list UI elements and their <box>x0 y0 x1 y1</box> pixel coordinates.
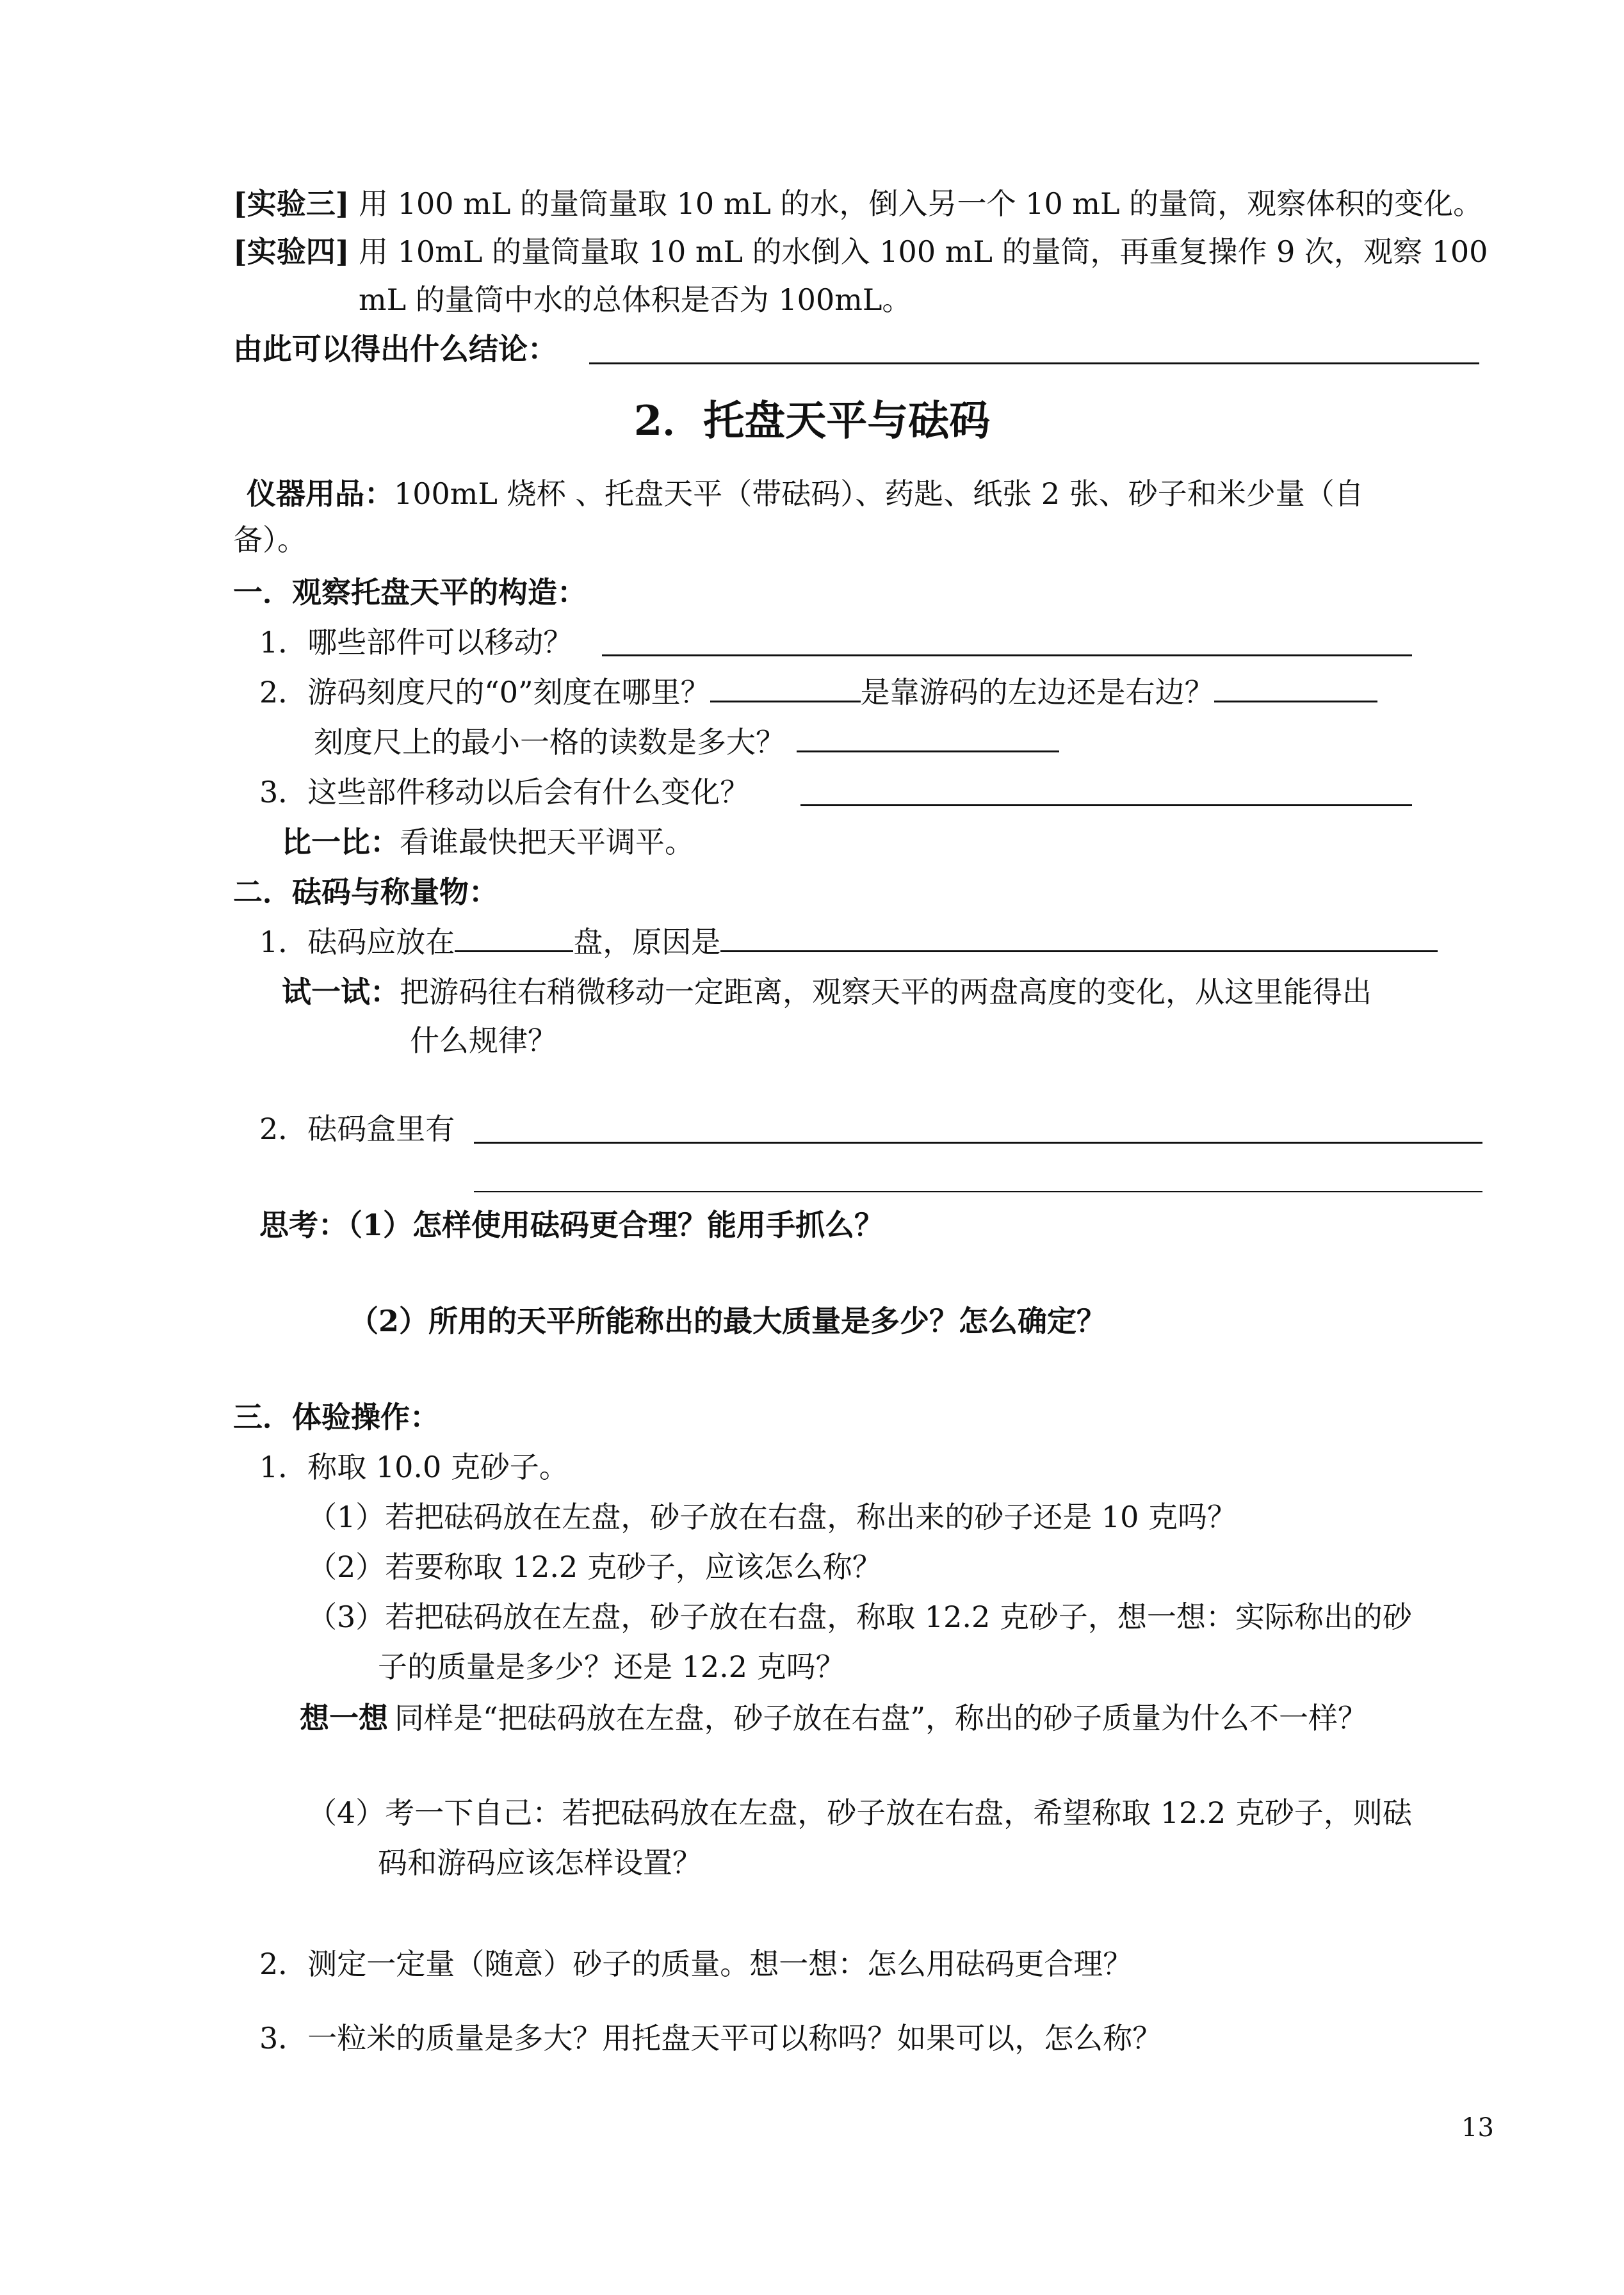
s2-q1-part-a: 1．砝码应放在 <box>259 925 455 959</box>
s1-question-2-continued <box>314 721 1059 763</box>
think-1: 思考：（1）怎样使用砝码更合理？能用手抓么？ <box>259 1208 884 1242</box>
s2-q2-answer-line-2[interactable] <box>474 1191 1482 1192</box>
s3-part-4-continued: 码和游码应该怎样设置？ <box>378 1845 702 1880</box>
equipment-label: 仪器用品： <box>247 476 394 511</box>
s1-q3-answer-line[interactable] <box>800 804 1412 806</box>
s1-question-3: 3．这些部件移动以后会有什么变化？ <box>259 775 750 809</box>
s1-q2-part-c: 刻度尺上的最小一格的读数是多大？ <box>314 725 785 759</box>
section-title: 2．托盘天平与砝码 <box>633 397 991 445</box>
s3-part-2: （2）若要称取 12.2 克砂子，应该怎么称？ <box>307 1550 882 1584</box>
s3-question-1: 1．称取 10.0 克砂子。 <box>259 1450 569 1484</box>
s1-question-1: 1．哪些部件可以移动？ <box>259 625 573 660</box>
conclusion-answer-line[interactable] <box>589 362 1479 364</box>
experiment-3-line <box>233 182 1482 225</box>
page-number: 13 <box>1461 2113 1494 2143</box>
s2-q1-blank-2[interactable] <box>720 922 1438 952</box>
try-continued: 什么规律？ <box>410 1023 557 1058</box>
experiment-3-text: 用 100 mL 的量筒量取 10 mL 的水，倒入另一个 10 mL 的量筒，观察体积的变化。 <box>359 186 1483 221</box>
section-2-heading: 二．砝码与称量物： <box>233 875 498 909</box>
s1-q2-blank-3[interactable] <box>797 722 1059 752</box>
compare-line <box>282 821 694 863</box>
s3-part-1: （1）若把砝码放在左盘，砂子放在右盘，称出来的砂子还是 10 克吗？ <box>307 1500 1237 1534</box>
equipment-continued: 备）。 <box>233 523 307 557</box>
section-1-heading: 一．观察托盘天平的构造： <box>233 575 587 610</box>
compare-text: 看谁最快把天平调平。 <box>400 825 694 859</box>
s1-q2-blank-1[interactable] <box>710 672 861 702</box>
s3-part-3: （3）若把砝码放在左盘，砂子放在右盘，称取 12.2 克砂子，想一想：实际称出的砂 <box>307 1600 1412 1634</box>
equipment-text: 100mL 烧杯 、托盘天平（带砝码）、药匙、纸张 2 张、砂子和米少量（自 <box>394 476 1364 511</box>
experiment-4-continued: mL 的量筒中水的总体积是否为 100mL。 <box>359 282 912 317</box>
think-text: 同样是“把砝码放在左盘，砂子放在右盘”，称出的砂子质量为什么不一样？ <box>394 1701 1368 1735</box>
s1-q2-part-b: 是靠游码的左边还是右边？ <box>860 675 1214 710</box>
s1-q2-blank-2[interactable] <box>1214 672 1377 702</box>
equipment-line <box>247 473 1364 515</box>
experiment-3-label: [实验三] <box>233 186 350 221</box>
s3-part-3-continued: 子的质量是多少？还是 12.2 克吗？ <box>378 1650 845 1684</box>
try-text: 把游码往右稍微移动一定距离，观察天平的两盘高度的变化，从这里能得出 <box>400 975 1372 1009</box>
s1-question-2 <box>259 671 1377 713</box>
think-label: 想一想 <box>300 1701 388 1735</box>
s3-question-3: 3．一粒米的质量是多大？用托盘天平可以称吗？如果可以，怎么称？ <box>259 2021 1162 2056</box>
compare-label: 比一比： <box>282 825 400 859</box>
s2-q1-part-b: 盘，原因是 <box>573 925 721 959</box>
conclusion-prompt: 由此可以得出什么结论： <box>233 332 557 366</box>
try-line <box>282 971 1372 1013</box>
experiment-4-line <box>233 231 1488 273</box>
think-2: （2）所用的天平所能称出的最大质量是多少？怎么确定？ <box>349 1304 1107 1338</box>
s2-q1-blank-1[interactable] <box>455 922 573 952</box>
s2-question-2: 2．砝码盒里有 <box>259 1112 455 1146</box>
s3-part-4: （4）考一下自己：若把砝码放在左盘，砂子放在右盘，希望称取 12.2 克砂子，则砝 <box>307 1796 1412 1830</box>
s3-question-2: 2．测定一定量（随意）砂子的质量。想一想：怎么用砝码更合理？ <box>259 1947 1133 1981</box>
s2-question-1 <box>259 921 1438 963</box>
think-line <box>300 1697 1367 1739</box>
s1-q2-part-a: 2．游码刻度尺的“0”刻度在哪里？ <box>259 675 710 710</box>
section-3-heading: 三．体验操作： <box>233 1400 439 1434</box>
s1-q1-answer-line[interactable] <box>602 654 1412 656</box>
try-label: 试一试： <box>282 975 400 1009</box>
experiment-4-label: [实验四] <box>233 234 350 269</box>
s2-q2-answer-line-1[interactable] <box>474 1142 1482 1144</box>
experiment-4-text: 用 10mL 的量筒量取 10 mL 的水倒入 100 mL 的量筒，再重复操作 9 次，观察 100 <box>359 234 1488 269</box>
